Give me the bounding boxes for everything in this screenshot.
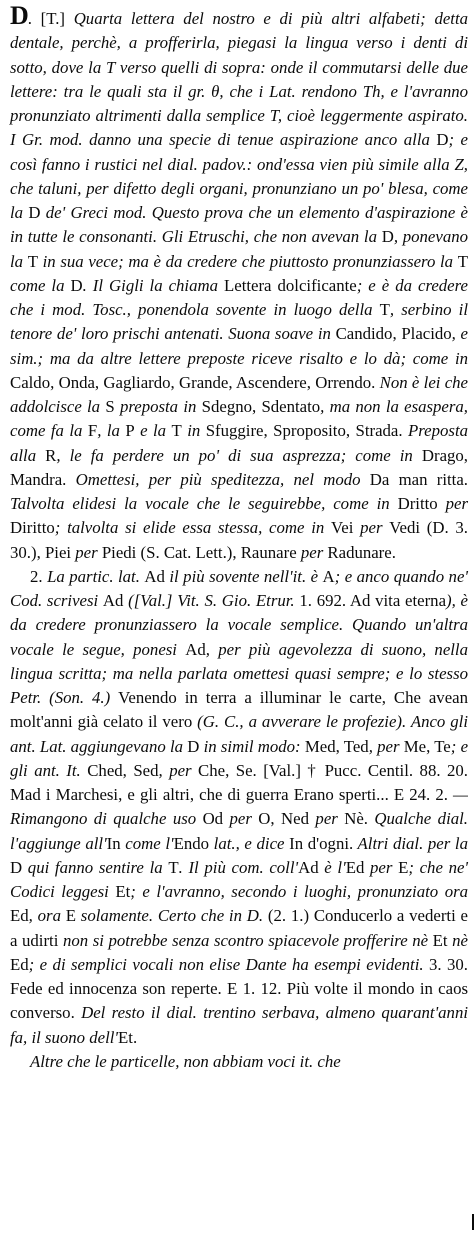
text-run: E bbox=[65, 906, 77, 926]
entry-paragraph-2 bbox=[10, 565, 468, 1050]
text-run: in bbox=[181, 421, 206, 441]
text-run: 1. 692. Ad vita eterna bbox=[299, 591, 447, 610]
text-run: . Il Gigli la chiama bbox=[82, 275, 224, 295]
text-run: , la bbox=[97, 421, 126, 441]
text-run: T bbox=[27, 251, 38, 271]
text-run: A bbox=[322, 566, 335, 586]
text-run: S bbox=[105, 397, 115, 416]
text-run: per bbox=[223, 809, 259, 829]
text-run: Preposta alla bbox=[10, 421, 468, 465]
entry-paragraph-3 bbox=[10, 1050, 468, 1074]
text-run: Od bbox=[202, 809, 224, 829]
page-edge-mark bbox=[472, 1214, 474, 1230]
text-run: Altri dial. per la bbox=[353, 833, 468, 853]
text-run: Che, Se. [Val.] † Pucc. Centil. 88. 20. Mad i Marchesi, e gli altri, che di guerra Erano sperti... E 24. 2. bbox=[10, 760, 468, 804]
text-run: D bbox=[70, 275, 83, 295]
text-run: Vei bbox=[331, 518, 354, 538]
text-run: Et bbox=[432, 930, 448, 950]
text-run: Radunare. bbox=[327, 542, 396, 562]
text-run: per bbox=[364, 857, 399, 877]
text-run: E bbox=[398, 857, 409, 877]
text-run: Altre che le particelle, non abbiam voci it. che bbox=[30, 1051, 341, 1071]
text-run: Ad bbox=[102, 591, 124, 610]
text-run: F bbox=[87, 421, 98, 441]
text-run: Qualche dial. l'aggiunge all' bbox=[10, 809, 468, 853]
text-run: ; e di semplici vocali non elise Dante ha esempi evidenti. bbox=[28, 954, 429, 974]
entry-paragraph-1-body bbox=[10, 9, 468, 562]
text-run: ), è da credere pronunziassero la vocale semplice. Quando un'altra vocale le segue, ponesi bbox=[10, 591, 468, 659]
text-run: (D. 3. 30.), bbox=[10, 518, 468, 562]
text-run: Candido, Placido bbox=[335, 324, 452, 344]
text-run: per bbox=[296, 542, 328, 562]
text-run: ; e è da credere che i mod. Tosc., ponendola sovente in luogo della bbox=[10, 275, 468, 319]
text-run: Caldo, Onda, Gagliardo, Grande, Ascendere, Orrendo. bbox=[10, 372, 376, 392]
text-run: 3. 30. Fede ed innocenza son reperte. E 1. 12. Più volte il mondo in caos converso. bbox=[10, 954, 468, 1023]
text-run: Drago, Mandra. bbox=[10, 445, 468, 489]
text-run: per bbox=[309, 809, 345, 829]
text-run: preposta in bbox=[114, 397, 202, 416]
text-run: Dritto bbox=[397, 494, 438, 513]
text-run: Ad bbox=[185, 639, 206, 659]
text-run: ; e l'avranno, secondo i luoghi, pronunziato ora bbox=[130, 882, 469, 901]
text-run: (2. 1.) Conducerlo a vederti e a udirti bbox=[10, 906, 468, 950]
text-run: , ponevano la bbox=[10, 227, 468, 271]
text-run: Non è lei che addolcisce la bbox=[10, 372, 469, 416]
text-run: D bbox=[10, 857, 23, 877]
text-run: ; che ne' Codici leggesi bbox=[10, 857, 469, 901]
text-run: Nè. bbox=[344, 809, 368, 829]
text-run: In bbox=[106, 833, 121, 853]
text-run: lat., e dice bbox=[209, 833, 290, 853]
text-run: La partic. lat. bbox=[47, 566, 145, 586]
text-run: T bbox=[171, 421, 182, 441]
text-run: , e sim.; ma da altre lettere preposte riceve risalto e lo dà; come in bbox=[10, 324, 469, 368]
text-run: , ma non la esaspera, come fa la bbox=[10, 397, 468, 441]
text-run: nè bbox=[447, 930, 468, 950]
text-run: in simil modo: bbox=[199, 736, 305, 756]
text-run: Et bbox=[118, 1027, 133, 1047]
text-run: è l' bbox=[318, 857, 346, 877]
text-run: D bbox=[436, 130, 449, 150]
text-run: Et bbox=[115, 882, 131, 901]
text-run: Lettera dolcificante bbox=[224, 275, 357, 295]
text-run: ; e così fanno i rustici nel dial. padov.: ond'essa vien più simile alla Z, che taluni, per difetto degli organi, pronunziano un po' blesa, come la bbox=[10, 130, 468, 222]
text-run: Piedi (S. Cat. Lett.), Raunare bbox=[101, 542, 297, 562]
text-run: Sdegno, Sdentato bbox=[201, 397, 321, 416]
text-run: O, Ned bbox=[258, 809, 309, 829]
text-run: per bbox=[71, 542, 102, 562]
text-run: ; talvolta si elide essa stessa, come in bbox=[54, 518, 332, 538]
text-run: , per bbox=[158, 760, 199, 780]
text-run: In d'ogni. bbox=[289, 833, 354, 853]
text-run: Me, Te bbox=[403, 736, 451, 756]
text-run: in sua vece; ma è da credere che piuttosto pronunziassero la bbox=[37, 251, 458, 271]
text-run: Quarta lettera del nostro e di più altri alfabeti; detta dentale, perchè, a profferirla, piegasi la lingua verso i denti di sotto, dove la T verso quelli di sopra: onde il commutarsi delle due lettere: tra le quali sta il gr. θ, che i Lat. rendono Th, e l'avranno pronunziato altrimenti dalla semplice T, cioè leggermente aspirato. I Gr. mod. danno una specie di tenue aspirazione anco alla bbox=[10, 9, 468, 150]
text-run: D bbox=[187, 736, 200, 756]
text-run: il più sovente nell'it. è bbox=[164, 566, 323, 586]
text-run: T bbox=[457, 251, 468, 271]
text-run: Piei bbox=[44, 542, 72, 562]
text-run: Ed bbox=[345, 857, 365, 877]
text-run: Da man ritta. bbox=[369, 469, 468, 489]
text-run: non si potrebbe senza scontro spiacevole profferire nè bbox=[58, 930, 433, 950]
text-run: T bbox=[379, 300, 390, 319]
text-run: , serbino il tenore de' loro prischi antenati. Suona soave in bbox=[10, 300, 468, 344]
text-run: ; e gli ant. It. bbox=[10, 736, 469, 780]
text-run: Sfuggire, Sproposito, Strada. bbox=[205, 421, 403, 441]
headword: D bbox=[10, 1, 28, 30]
text-run: T bbox=[168, 857, 179, 877]
text-run: Diritto bbox=[10, 518, 55, 538]
text-run: , per più agevolezza di suono, nella lingua scritta; ma nella parlata omettesi quasi sempre; e lo stesso Petr. (Son. 4.) bbox=[10, 639, 468, 707]
text-run: de' Greci mod. Questo prova che un elemento d'aspirazione è in tutte le consonanti. Gli Etruschi, che non avevan la bbox=[10, 203, 469, 247]
text-run: — Rimangono di qualche uso bbox=[10, 785, 468, 829]
text-run: . bbox=[132, 1027, 138, 1047]
text-run: Vedi bbox=[389, 518, 421, 538]
text-run: Omettesi, per più speditezza, nel modo bbox=[66, 469, 370, 489]
text-run: ; e anco quando ne' Cod. scrivesi bbox=[10, 566, 468, 610]
text-run: solamente. Certo che in D. bbox=[76, 906, 268, 926]
text-run: per bbox=[437, 494, 468, 513]
text-run: 2. bbox=[30, 566, 48, 586]
text-run: Ed bbox=[10, 906, 29, 926]
text-run: Ed bbox=[10, 954, 29, 974]
text-run: (G. C., a avverare le profezie). Anco gli ant. Lat. aggiungevano la bbox=[10, 712, 468, 756]
text-run: Venendo in terra a illuminar le carte, Che avean molt'anni già celato il vero bbox=[10, 688, 468, 732]
text-run: , ora bbox=[28, 906, 66, 926]
text-run: , per bbox=[368, 736, 404, 756]
text-run: P bbox=[125, 421, 135, 441]
text-run: Ched, Sed bbox=[87, 760, 159, 780]
text-run: . Il più com. coll' bbox=[178, 857, 299, 877]
text-run: e la bbox=[134, 421, 172, 441]
text-run: D bbox=[28, 203, 41, 222]
text-run: per bbox=[353, 518, 390, 538]
text-run: Talvolta elidesi la vocale che le seguirebbe, come in bbox=[10, 494, 398, 513]
text-run: Med, Ted bbox=[304, 736, 369, 756]
text-run: D bbox=[381, 227, 394, 247]
text-run: come l' bbox=[120, 833, 174, 853]
text-run: come la bbox=[10, 275, 71, 295]
text-run: Ad bbox=[144, 566, 165, 586]
text-run: ([Val.] Vit. S. Gio. Etrur. bbox=[123, 591, 300, 610]
text-run: qui fanno sentire la bbox=[22, 857, 169, 877]
text-run: , le fa perdere un po' di sua asprezza; come in bbox=[56, 445, 422, 465]
text-run: Endo bbox=[173, 833, 210, 853]
text-run: R bbox=[45, 445, 57, 465]
text-run: Ad bbox=[298, 857, 319, 877]
entry-tag: . [T.] bbox=[27, 9, 74, 28]
entry-paragraph-1 bbox=[10, 1, 469, 565]
text-run: Del resto il dial. trentino serbava, almeno quarant'anni fa, il suono dell' bbox=[10, 1003, 468, 1047]
